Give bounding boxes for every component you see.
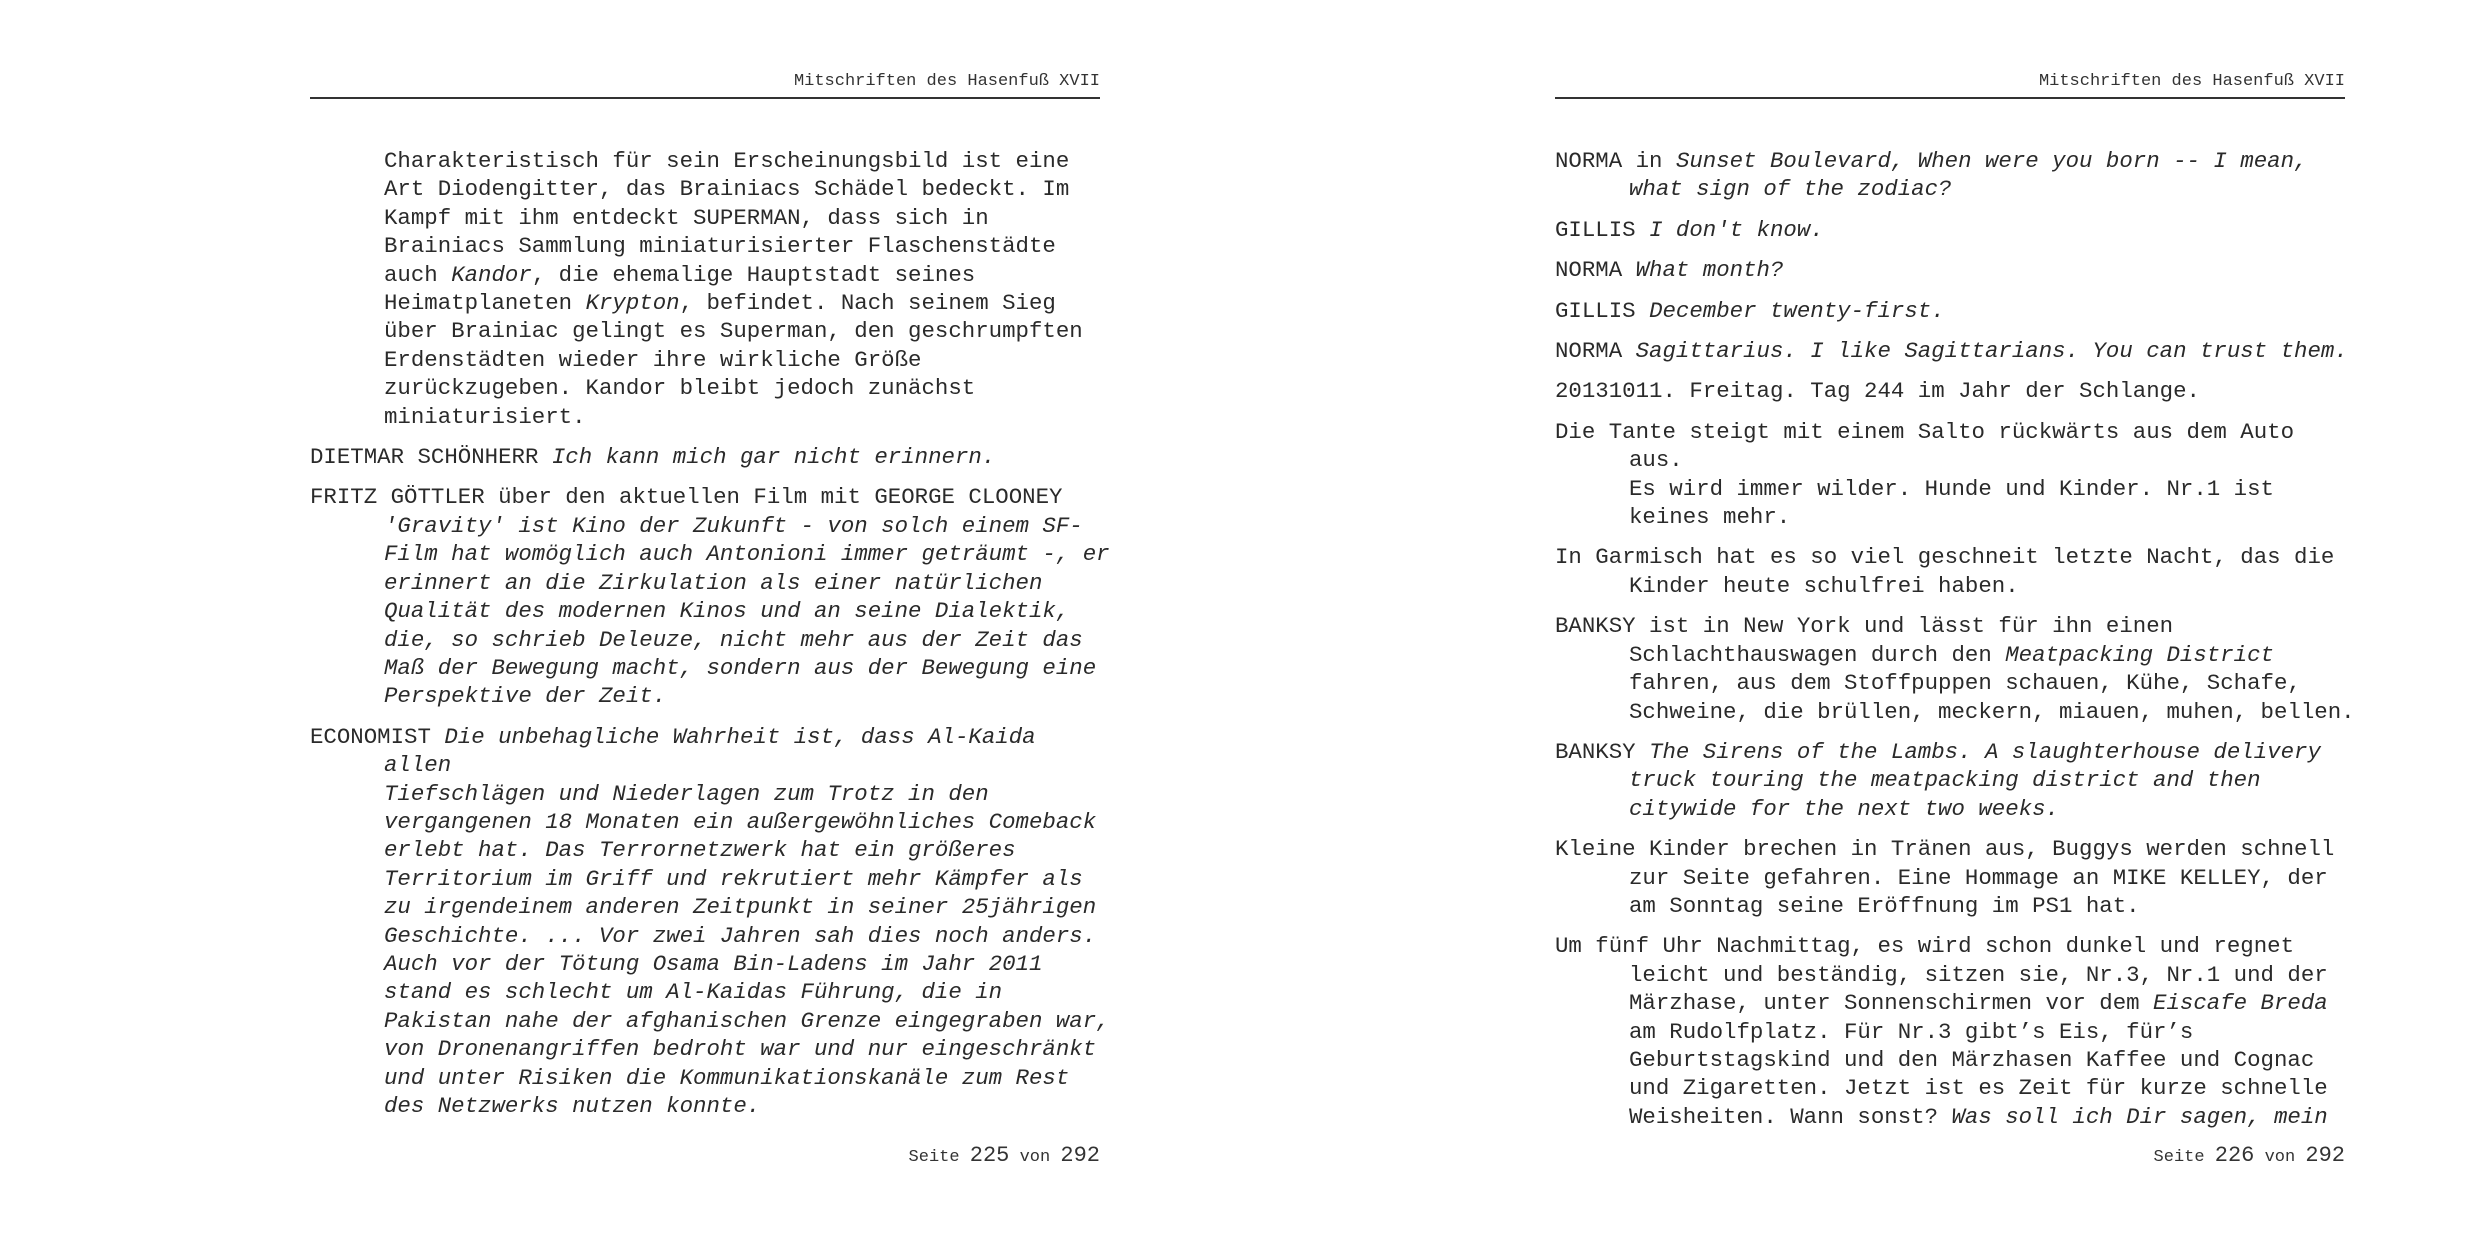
text-line	[384, 837, 1016, 863]
text-line	[1629, 699, 2355, 725]
text-run: Charakteristisch für sein Erscheinungsbild ist eine	[384, 148, 1070, 174]
text-line	[1629, 504, 1790, 530]
text-line	[384, 683, 666, 709]
text-run: GILLIS	[1555, 297, 1650, 324]
text-line	[384, 809, 1096, 835]
italic-text: citywide for the next two weeks.	[1629, 795, 2059, 822]
italic-text: erlebt hat. Das Terrornetzwerk hat ein größeres	[384, 837, 1016, 864]
italic-text: The Sirens of the Lambs. A slaughterhouse delivery	[1649, 738, 2321, 765]
text-run: , befindet. Nach seinem Sieg	[679, 290, 1056, 317]
text-run: Es wird immer wilder. Hunde und Kinder. Nr.1 ist	[1629, 475, 2274, 502]
text-run: 20131011. Freitag. Tag 244 im Jahr der Schlange.	[1555, 378, 2200, 405]
text-run: keines mehr.	[1629, 504, 1791, 531]
text-line	[1629, 476, 2274, 502]
text-paragraph	[1555, 337, 2355, 365]
text-paragraph	[1555, 256, 2355, 284]
italic-text: 'Gravity' ist Kino der Zukunft - von solch einem SF-	[384, 512, 1083, 539]
text-line	[1629, 642, 2274, 668]
page-total: 292	[2305, 1143, 2345, 1168]
right-page	[1555, 0, 2355, 1240]
italic-text: Territorium im Griff und rekrutiert mehr Kämpfer als	[384, 865, 1083, 892]
text-line	[1629, 796, 2059, 822]
italic-text: erinnert an die Zirkulation als einer natürlichen	[384, 569, 1043, 596]
text-paragraph	[1555, 835, 2355, 920]
text-line	[384, 290, 1056, 316]
text-line	[384, 205, 989, 231]
text-paragraph	[1555, 418, 2355, 532]
text-line	[1629, 990, 2328, 1016]
text-line	[384, 951, 1042, 977]
page-label: Seite	[2153, 1148, 2205, 1167]
text-run: Kampf mit ihm entdeckt SUPERMAN, dass sich in	[384, 204, 989, 231]
text-run: über Brainiac gelingt es Superman, den geschrumpften	[384, 318, 1083, 345]
text-line	[1555, 257, 1783, 283]
text-line	[384, 148, 1069, 174]
text-run: Märzhase, unter Sonnenschirmen vor dem	[1629, 990, 2154, 1017]
text-line	[1555, 217, 1824, 243]
running-header: Mitschriften des Hasenfuß XVII	[1555, 72, 2345, 99]
text-line	[384, 923, 1096, 949]
text-line	[1555, 739, 2321, 765]
italic-text: Meatpacking District	[2005, 641, 2274, 668]
text-line	[384, 570, 1042, 596]
text-paragraph	[1555, 147, 2355, 204]
page-number: 226	[2214, 1143, 2255, 1168]
text-paragraph	[1555, 738, 2355, 823]
text-run: Um fünf Uhr Nachmittag, es wird schon dunkel und regnet	[1555, 933, 2295, 960]
italic-text: des Netzwerks nutzen konnte.	[384, 1093, 761, 1119]
text-paragraph	[1555, 377, 2355, 405]
text-line	[1629, 1075, 2328, 1101]
text-run: Geburtstagskind und den Märzhasen Kaffee und Cognac	[1629, 1046, 2315, 1073]
text-run: Brainiacs Sammlung miniaturisierter Flaschenstädte	[384, 233, 1056, 260]
text-line	[1629, 1047, 2314, 1073]
text-line	[1555, 419, 2294, 473]
text-line	[384, 176, 1069, 202]
text-line	[384, 1036, 1096, 1062]
text-paragraph	[310, 443, 1110, 471]
text-line	[1629, 767, 2261, 793]
left-page	[310, 0, 1110, 1240]
italic-text: Sagittarius. I like Sagittarians. You can trust them.	[1635, 338, 2348, 365]
italic-text: Tiefschlägen und Niederlagen zum Trotz in den	[384, 780, 989, 807]
text-paragraph	[1555, 216, 2355, 244]
text-line	[1629, 893, 2140, 919]
text-line	[1629, 1019, 2193, 1045]
text-run: Erdenstädten wieder ihre wirkliche Größe	[384, 346, 922, 373]
text-run: ECONOMIST	[310, 723, 445, 750]
page-of-label: von	[2264, 1148, 2296, 1167]
page-footer	[2154, 1143, 2345, 1168]
italic-text: Was soll ich Dir sagen, mein	[1951, 1103, 2328, 1130]
page-number: 225	[969, 1143, 1010, 1168]
italic-text: December twenty-first.	[1649, 297, 1945, 324]
text-run: NORMA	[1555, 257, 1636, 284]
text-line	[1555, 338, 2348, 364]
italic-text: Eiscafe Breda	[2153, 990, 2328, 1017]
italic-text: what sign of the zodiac?	[1629, 176, 1952, 203]
italic-text: die, so schrieb Deleuze, nicht mehr aus der Zeit das	[384, 626, 1083, 653]
text-line	[1629, 865, 2328, 891]
text-run: , die ehemalige Hauptstadt seines	[531, 261, 976, 288]
text-run: leicht und beständig, sitzen sie, Nr.3, Nr.1 und der	[1629, 961, 2328, 988]
text-line	[384, 541, 1110, 567]
italic-text: zu irgendeinem anderen Zeitpunkt in seiner 25jährigen	[384, 894, 1097, 921]
text-paragraph	[310, 483, 1110, 710]
text-line	[1629, 573, 2019, 599]
text-line	[1629, 1104, 2328, 1130]
italic-text: Maß der Bewegung macht, sondern aus der Bewegung eine	[384, 654, 1097, 681]
text-run: und Zigaretten. Jetzt ist es Zeit für kurze schnelle	[1629, 1075, 2328, 1102]
page-footer	[909, 1143, 1100, 1168]
text-line	[384, 1065, 1069, 1091]
italic-text: Perspektive der Zeit.	[384, 683, 667, 710]
text-run: am Rudolfplatz. Für Nr.3 gibt’s Eis, für’s	[1629, 1018, 2194, 1045]
text-run: Kleine Kinder brechen in Tränen aus, Buggys werden schnell	[1555, 836, 2335, 863]
text-line	[384, 347, 921, 373]
text-line	[1555, 613, 2173, 639]
text-paragraph	[1555, 297, 2355, 325]
italic-text: und unter Risiken die Kommunikationskanäle zum Rest	[384, 1064, 1070, 1091]
text-run: Art Diodengitter, das Brainiacs Schädel bedeckt. Im	[384, 176, 1070, 203]
text-run: NORMA in	[1555, 148, 1676, 174]
italic-text: von Dronenangriffen bedroht war und nur eingeschränkt	[384, 1036, 1097, 1063]
text-line	[310, 484, 1062, 510]
text-line	[384, 1008, 1110, 1034]
text-line	[384, 655, 1096, 681]
text-run: zur Seite gefahren. Eine Hommage an MIKE KELLEY, der	[1629, 864, 2328, 891]
text-paragraph	[1555, 543, 2355, 600]
italic-text: Qualität des modernen Kinos und an seine Dialektik,	[384, 598, 1070, 625]
text-paragraph	[1555, 932, 2355, 1131]
text-line	[1555, 933, 2294, 959]
text-run: In Garmisch hat es so viel geschneit letzte Nacht, das die	[1555, 544, 2335, 571]
text-line	[384, 513, 1083, 539]
italic-text: vergangenen 18 Monaten ein außergewöhnliches Comeback	[384, 808, 1097, 835]
italic-text: What month?	[1635, 257, 1784, 284]
page-label: Seite	[908, 1148, 960, 1167]
text-run: BANKSY ist in New York und lässt für ihn einen	[1555, 613, 2174, 640]
text-run: am Sonntag seine Eröffnung im PS1 hat.	[1629, 892, 2140, 919]
italic-text: Ich kann mich gar nicht erinnern.	[551, 444, 996, 471]
italic-text: Geschichte. ... Vor zwei Jahren sah dies noch anders.	[384, 922, 1097, 949]
text-line	[1555, 836, 2334, 862]
text-line	[1629, 176, 1951, 202]
page-body	[310, 147, 1110, 1132]
italic-text: I don't know.	[1649, 216, 1824, 243]
page-body	[1555, 147, 2355, 1143]
text-line	[310, 724, 1036, 778]
text-line	[384, 979, 1002, 1005]
text-paragraph	[310, 723, 1110, 1121]
text-run: Schlachthauswagen durch den	[1629, 641, 2006, 668]
text-line	[1555, 544, 2334, 570]
text-line	[384, 262, 975, 288]
italic-text: Krypton	[585, 290, 680, 317]
text-line	[1629, 670, 2301, 696]
text-run: zurückzugeben. Kandor bleibt jedoch zunächst	[384, 375, 976, 402]
text-run: NORMA	[1555, 338, 1636, 365]
text-line	[1555, 148, 2307, 174]
text-line	[384, 318, 1083, 344]
text-line	[384, 598, 1069, 624]
text-run: fahren, aus dem Stoffpuppen schauen, Kühe, Schafe,	[1629, 670, 2301, 697]
text-line	[384, 894, 1096, 920]
italic-text: Sunset Boulevard, When were you born -- I mean,	[1675, 148, 2308, 174]
text-line	[384, 233, 1056, 259]
text-line	[384, 781, 989, 807]
text-run: DIETMAR SCHÖNHERR	[310, 444, 552, 471]
text-paragraph	[1555, 612, 2355, 726]
text-run: Kinder heute schulfrei haben.	[1629, 572, 2019, 599]
text-run: Heimatplaneten	[384, 290, 586, 317]
text-line	[1629, 962, 2328, 988]
italic-text: Auch vor der Tötung Osama Bin-Ladens im Jahr 2011	[384, 950, 1043, 977]
italic-text: Pakistan nahe der afghanischen Grenze eingegraben war,	[384, 1007, 1110, 1034]
text-line	[1555, 378, 2200, 404]
italic-text: Film hat womöglich auch Antonioni immer geträumt -, er	[384, 541, 1110, 568]
text-run: BANKSY	[1555, 738, 1650, 765]
text-line	[384, 866, 1083, 892]
page-of-label: von	[1019, 1148, 1051, 1167]
text-line	[384, 375, 975, 401]
text-run: GILLIS	[1555, 216, 1650, 243]
text-line	[1555, 298, 1945, 324]
text-line	[384, 404, 586, 430]
text-run: Schweine, die brüllen, meckern, miauen, muhen, bellen.	[1629, 698, 2355, 725]
italic-text: Die unbehagliche Wahrheit ist, dass Al-Kaida allen	[384, 723, 1036, 779]
text-run: Die Tante steigt mit einem Salto rückwärts aus dem Auto aus.	[1555, 418, 2295, 474]
text-line	[310, 444, 995, 470]
italic-text: stand es schlecht um Al-Kaidas Führung, die in	[384, 979, 1003, 1006]
text-run: auch	[384, 261, 452, 288]
italic-text: truck touring the meatpacking district and then	[1629, 767, 2261, 794]
page-total: 292	[1060, 1143, 1100, 1168]
text-line	[384, 627, 1083, 653]
text-run: FRITZ GÖTTLER über den aktuellen Film mit GEORGE CLOONEY	[310, 484, 1063, 511]
text-run: miniaturisiert.	[384, 403, 586, 430]
text-line	[384, 1093, 760, 1119]
running-header: Mitschriften des Hasenfuß XVII	[310, 72, 1100, 99]
italic-text: Kandor	[451, 261, 532, 288]
text-run: Weisheiten. Wann sonst?	[1629, 1103, 1952, 1130]
text-paragraph	[310, 147, 1110, 431]
